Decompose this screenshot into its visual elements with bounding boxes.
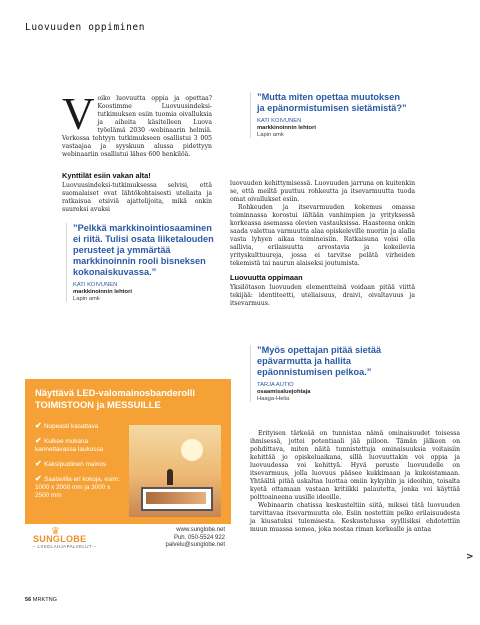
brand-logo: SUNGLOBE xyxy=(33,534,87,544)
body-paragraph: Luovuusindeksi-tutkimuksessa selvisi, että suomalaiset ovat lähtökohtaisesti uteliaita ja ratkaisua etsiviä ajattelijoita, mikä onkin suureksi avuksi xyxy=(62,182,212,213)
pull-quote xyxy=(66,223,219,302)
quote-org: Haaga-Helia xyxy=(257,396,290,402)
page-number: 56 xyxy=(25,597,32,603)
pull-quote xyxy=(250,345,407,402)
quote-author: KATI KOIVUNEN xyxy=(73,282,118,288)
chevron-right-icon[interactable]: > xyxy=(466,552,474,562)
quote-author: TARJA AUTIO xyxy=(257,382,294,388)
ad-feature: ✔ Nopeasti kasattava xyxy=(35,421,99,430)
advertisement[interactable] xyxy=(25,379,231,551)
subhead: Luovuutta oppimaan xyxy=(230,273,303,282)
magazine-name: MRKTNG xyxy=(32,597,58,603)
body-paragraph: Erityisen tärkeää on tunnistaa nämä ominaisuudet toisessa ihmisessä, jottei potentiaali jää piiloon. Tämän jälkeen on pohdittava, miten näitä tunnistettuja ominaisuuksia voitaisiin kehittää jo opiskeluaikana, sillä luovuuttakin voi oppia ja luovuudessa voi kehittyä. Hyvä peruste luovuudelle on itsevarmuus, jolla luovuus pääsee kukkimaan ja kukoistamaan. Yhtäältä pitää uskaltaa luottaa omiin kykyihin ja ideoihin, toisalta kyetä ottamaan vastaan kritiikki palautetta, jonka voi käyttää polttoaineena uusille ideoille. xyxy=(250,430,460,501)
check-icon: ✔ xyxy=(35,421,42,430)
body-paragraph: Rohkeuden ja itsevarmuuden kokemus omassa toiminnassa korostui iältään vanhimpien ja yrityksessä korkeassa asemassa olevien vastauksissa. Haasteena onkin saada valettua varmuutta alaa opiskeleville nuoriin ja alalla vasta lyhyen aikaa toimineisiin. Ratkaisuna voisi olla sallivia, erilaisuutta arvostavia ja kokeilevia yrityskulttuureja, jossa ei tarvitse pelätä virheiden tekemistä tai naurun alaiseksi joutumista. xyxy=(230,204,415,267)
website-link[interactable]: www.sunglobe.net xyxy=(176,527,225,533)
product-photo xyxy=(129,425,221,517)
body-column xyxy=(230,180,415,308)
page-footer xyxy=(25,597,57,603)
section-block xyxy=(62,165,212,214)
section-title: Luovuuden oppiminen xyxy=(25,22,146,33)
ad-title: Näyttävä LED-valomainosbanderolli TOIMISTOON ja MESSUILLE xyxy=(35,387,195,410)
brand-tagline: – LIIKELAHJAPALVELUT – xyxy=(33,544,97,549)
ad-feature: ✔ Saatavilla eri kokoja, esim: 1000 x 2000 mm ja 3000 x 2500 mm xyxy=(35,474,120,499)
email-link[interactable]: palvelu@sunglobe.net xyxy=(165,542,225,548)
quote-author: KATI KOIVUNEN xyxy=(257,118,302,124)
phone-number: Puh. 050-5524 922 xyxy=(173,534,225,541)
quote-org: Lapin amk xyxy=(73,296,100,302)
quote-role: markkinoinnin lehtori xyxy=(257,125,316,131)
person-silhouette xyxy=(167,469,173,485)
subhead: Kynttilät esiin vakan alta! xyxy=(62,171,151,180)
quote-role: markkinoinnin lehtori xyxy=(73,289,132,295)
check-icon: ✔ xyxy=(35,459,42,468)
ad-feature: ✔ Kulkee mukana kannettavassa laukussa xyxy=(35,436,104,453)
crown-icon: ♛ xyxy=(51,526,60,537)
quote-text: ”Mutta miten opettaa muutoksen ja epänormistumisen sietämistä?” xyxy=(257,92,407,113)
body-paragraph: Webinaarin chatissa keskusteltiin siitä, miksei tätä luovuuden tarvittavaa itsevarmuutta ole. Esiin nostettiin pelko erilaisuudesta ja kiusatuksi tulemisesta. Keskustelussa syyllisiksi ehdotettiin muun muassa somea, joka nostaa riman korkealle ja antaa xyxy=(250,502,460,533)
contact-info xyxy=(166,527,225,550)
intro-paragraph xyxy=(62,89,212,159)
body-paragraph: Yksilötason luovuuden elementteinä voidaan pitää viittä tekijää: identiteetti, uteliaisuus, draivi, oivaltavuus ja itsevarmuus. xyxy=(230,284,415,307)
body-paragraph: luovuuden kehittymisessä. Luovuuden jarruna on kuitenkin se, että meiltä puuttuu rohkeutta ja itsevarmuutta tuoda omat oivallukset esiin. xyxy=(230,180,415,203)
check-icon: ✔ xyxy=(35,474,42,483)
sun-icon xyxy=(181,439,203,461)
check-icon: ✔ xyxy=(35,436,42,445)
quote-text: ”Pelkkä markkinointiosaaminen ei riitä. Tulisi osata liiketalouden perusteet ja ymmärtää markkinoinnin rooli bisneksen kokonaiskuvassa.” xyxy=(73,223,214,277)
ad-feature: ✔ Kaksipuolinen mainos xyxy=(35,459,107,468)
quote-text: ”Myös opettajan pitää sietää epävarmutta ja hallita epäonnistumisen pelkoa.” xyxy=(257,345,382,377)
pull-quote xyxy=(250,92,407,138)
quote-org: Lapin amk xyxy=(257,132,284,138)
quote-role: osaamisaluejohtaja xyxy=(257,389,311,395)
body-column xyxy=(250,430,460,534)
banner-stand xyxy=(141,487,213,511)
intro-text: oiko luovuutta oppia ja opettaa? Koostimme Luovuusindeksi-tutkimuksen esiin tuomia oivalluksia ja aiheita käsitelleen Luova työelämä 2030 -webinaarin helmiä. Verkossa tehtyyn tutkimukseen osallistui 3 005 vastaajaa ja syyskuun alussa pidettyyn webinaariin osallistui lähes 600 henkilöä. xyxy=(62,95,212,158)
drop-cap: V xyxy=(62,89,95,139)
ad-footer xyxy=(25,524,231,551)
